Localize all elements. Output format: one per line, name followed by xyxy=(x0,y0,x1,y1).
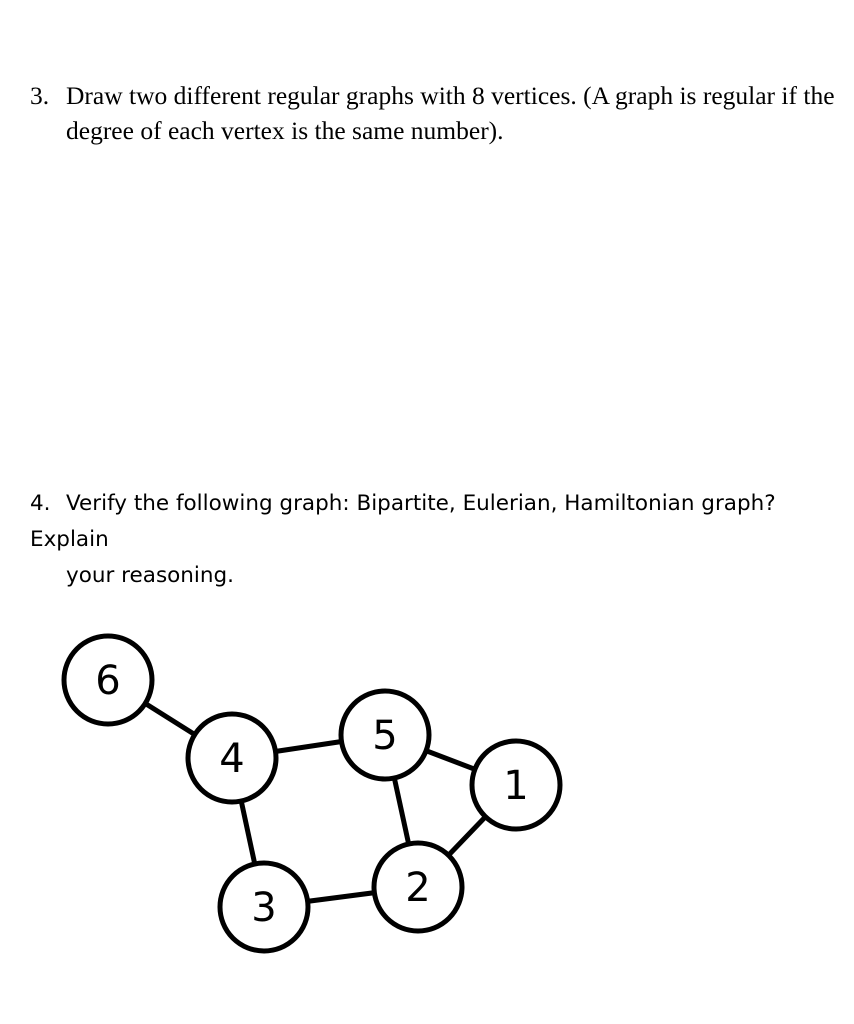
node-label-4: 4 xyxy=(219,736,245,782)
node-4 xyxy=(188,714,276,802)
node-label-5: 5 xyxy=(372,713,398,759)
node-2 xyxy=(374,843,462,931)
node-label-6: 6 xyxy=(95,658,121,704)
node-1 xyxy=(472,741,560,829)
question-3-line-1: Draw two different regular graphs with 8 vertices. (A graph is regular if the xyxy=(66,81,835,110)
node-6 xyxy=(64,636,152,724)
node-label-1: 1 xyxy=(503,763,529,809)
node-label-3: 3 xyxy=(251,885,277,931)
question-3-line-2: degree of each vertex is the same number). xyxy=(66,116,504,145)
node-3 xyxy=(220,863,308,951)
question-4-line-2: your reasoning. xyxy=(66,563,235,588)
node-label-2: 2 xyxy=(405,865,431,911)
graph-nodes xyxy=(64,636,560,951)
question-4-number: 4. xyxy=(30,491,51,516)
node-5 xyxy=(341,691,429,779)
question-3-number: 3. xyxy=(30,81,50,110)
question-4-line-1: Verify the following graph: Bipartite, Eulerian, Hamiltonian graph? Explain xyxy=(30,491,776,552)
